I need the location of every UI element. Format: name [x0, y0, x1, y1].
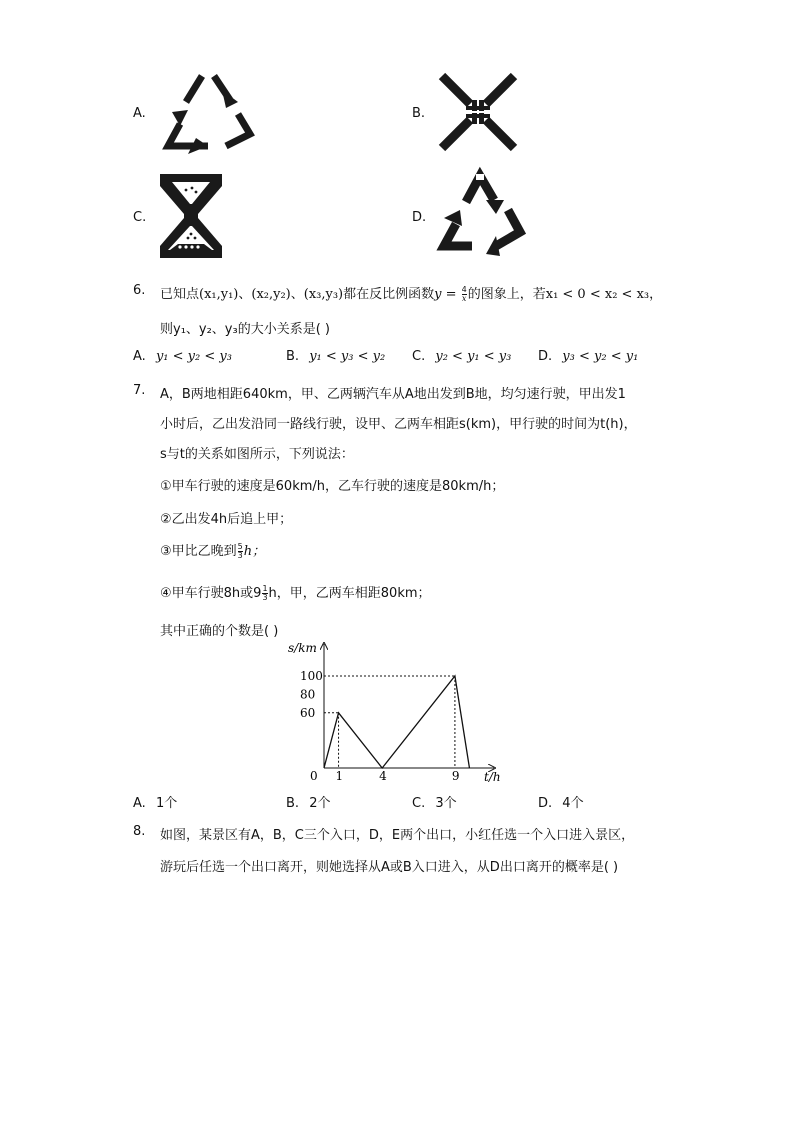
- q6-option-a-text: y₁ < y₂ < y₃: [155, 349, 232, 364]
- q7-option-a-text: 1个: [155, 796, 178, 811]
- q6-option-c-label: C.: [412, 349, 426, 364]
- q6-fraction-den: x: [461, 294, 467, 303]
- q7-option-d-text: 4个: [562, 796, 584, 811]
- q8-line1: 如图，某景区有A，B，C三个入口，D，E两个出口，小红任选一个入口进入景区，: [160, 828, 635, 843]
- q6-option-d-text: y₃ < y₂ < y₁: [562, 349, 639, 364]
- q7-statement-4-part-a: ④甲车行驶8h或9: [160, 586, 262, 601]
- chart-y-label: s/km: [288, 641, 317, 655]
- q6-option-c: [412, 349, 511, 364]
- q6-option-a: [133, 349, 232, 364]
- q7-statement-3-part-a: ③甲比乙晚到: [160, 544, 237, 559]
- q7-option-d: [538, 792, 584, 811]
- q8-number: 8.: [133, 824, 146, 839]
- q6-function-lhs: y =: [434, 287, 461, 302]
- q6-option-d: [538, 349, 638, 364]
- q8-line2: 游玩后任选一个出口离开，则她选择从A或B入口进入，从D出口离开的概率是( ): [160, 860, 619, 875]
- q7-statement-4-fraction: [262, 585, 267, 602]
- q7-option-c: [412, 792, 457, 811]
- q7-option-a-label: A.: [133, 796, 146, 811]
- chart-y-tick-label: 80: [300, 687, 316, 702]
- q6-fraction: [462, 286, 467, 303]
- q7-statement-1: ①甲车行驶的速度是60km/h，乙车行驶的速度是80km/h；: [160, 479, 505, 494]
- chart-origin-label: 0: [310, 769, 318, 783]
- cross-arrows-icon-b: [436, 70, 520, 154]
- q5-option-d-label: D.: [412, 210, 427, 225]
- chart-x-tick-label: 9: [451, 769, 460, 783]
- q7-question: 其中正确的个数是( ): [160, 624, 279, 639]
- q7-option-b-text: 2个: [309, 796, 331, 811]
- q7-option-a: [133, 792, 177, 811]
- q6-option-b: [286, 349, 385, 364]
- q7-s3-fraction-den: 3: [237, 551, 243, 560]
- q7-s4-fraction-num: 1: [262, 584, 268, 593]
- q7-statement-3-part-b: h；: [243, 544, 266, 559]
- q7-option-b: [286, 792, 330, 811]
- q7-statement-4: [160, 582, 431, 602]
- recycle-symbol-icon-d: [436, 166, 526, 258]
- chart-x-label: t/h: [484, 770, 501, 784]
- q7-statement-3: [160, 540, 265, 560]
- q7-line3: s与t的关系如图所示，下列说法：: [160, 447, 354, 462]
- q7-statement-2: ②乙出发4h后追上甲；: [160, 512, 293, 527]
- q6-option-d-label: D.: [538, 349, 553, 364]
- q6-line1-part-a: 已知点(x₁,y₁)、(x₂,y₂)、(x₃,y₃)都在反比例函数: [160, 287, 435, 302]
- q7-statement-3-fraction: [238, 543, 243, 560]
- q6-line1: [160, 283, 662, 303]
- q6-option-b-label: B.: [286, 349, 300, 364]
- q6-line2: 则y₁、y₂、y₃的大小关系是( ): [160, 322, 330, 337]
- q5-option-c-label: C.: [133, 210, 147, 225]
- q7-option-c-text: 3个: [435, 796, 457, 811]
- chart-y-tick-label: 60: [300, 705, 316, 720]
- distance-time-chart: [280, 638, 510, 786]
- q6-option-c-text: y₂ < y₁ < y₃: [435, 349, 512, 364]
- q6-option-a-label: A.: [133, 349, 146, 364]
- q7-s4-fraction-den: 3: [262, 593, 268, 602]
- q7-number: 7.: [133, 383, 146, 398]
- q7-option-c-label: C.: [412, 796, 426, 811]
- chart-y-tick-label: 100: [300, 669, 323, 683]
- hourglass-icon-c: [158, 172, 224, 260]
- q7-option-b-label: B.: [286, 796, 300, 811]
- recycle-triangle-icon-a: [160, 68, 256, 154]
- q7-s3-fraction-num: 5: [237, 542, 243, 551]
- chart-x-tick-label: 4: [379, 769, 387, 783]
- q5-option-a-label: A.: [133, 106, 146, 121]
- q7-line2: 小时后，乙出发沿同一路线行驶，设甲、乙两车相距s(km)，甲行驶的时间为t(h)，: [160, 417, 637, 432]
- q7-statement-4-part-b: h，甲，乙两车相距80km；: [268, 586, 431, 601]
- q6-number: 6.: [133, 283, 146, 298]
- q6-line1-part-b: 的图象上，若x₁ < 0 < x₂ < x₃，: [467, 287, 663, 302]
- q7-line1: A，B两地相距640km，甲、乙两辆汽车从A地出发到B地，均匀速行驶，甲出发1: [160, 387, 626, 402]
- q5-option-b-label: B.: [412, 106, 426, 121]
- q7-option-d-label: D.: [538, 796, 553, 811]
- chart-series-line: [324, 676, 469, 768]
- q6-fraction-num: 4: [461, 285, 467, 294]
- chart-x-tick-label: 1: [335, 769, 344, 783]
- q6-option-b-text: y₁ < y₃ < y₂: [309, 349, 386, 364]
